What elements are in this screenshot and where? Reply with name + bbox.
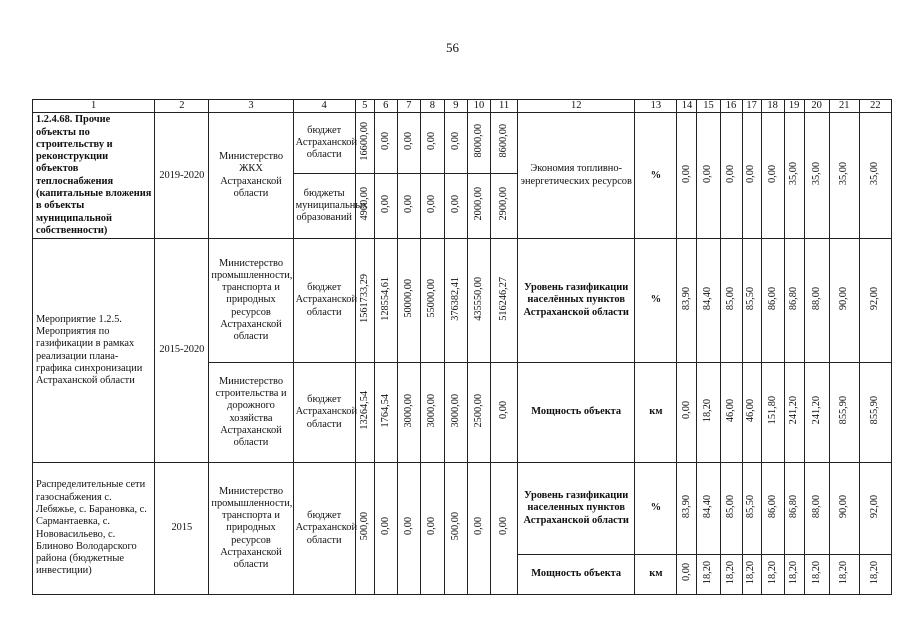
col-header: 17	[742, 100, 761, 113]
unit: км	[635, 555, 677, 595]
amount-cell: 0,00	[420, 113, 444, 174]
col-header: 13	[635, 100, 677, 113]
header-row	[33, 100, 892, 113]
table-row	[33, 113, 892, 174]
target-cell: 35,00	[804, 113, 829, 239]
target-cell: 46,00	[742, 363, 761, 463]
indicator-name: Экономия топливно-энергетических ресурсов	[518, 113, 635, 239]
target-cell: 0,00	[720, 113, 742, 239]
target-cell: 88,00	[804, 463, 829, 555]
amount-cell: 0,00	[444, 174, 467, 239]
amount-cell: 0,00	[374, 463, 397, 595]
table-row	[33, 463, 892, 555]
amount-cell: 500,00	[444, 463, 467, 595]
target-cell: 90,00	[829, 239, 859, 363]
amount-cell: 50000,00	[397, 239, 420, 363]
measure-name: Распределительные сети газоснабжения с. Лебяжье, с. Барановка, с. Сармантаевка, с. Нововасильево, с. Блиново Володарского района (бюджетные инвестиции)	[33, 463, 155, 595]
col-header: 18	[761, 100, 784, 113]
target-cell: 241,20	[804, 363, 829, 463]
executor: Министерство промышленности, транспорта и природных ресурсов Астраханской области	[209, 463, 293, 595]
col-header: 21	[829, 100, 859, 113]
target-cell: 92,00	[859, 463, 891, 555]
target-cell: 151,80	[761, 363, 784, 463]
col-header: 9	[444, 100, 467, 113]
col-header: 11	[491, 100, 518, 113]
col-header: 12	[518, 100, 635, 113]
executor: Министерство строительства и дорожного хозяйства Астраханской области	[209, 363, 293, 463]
target-cell: 46,00	[720, 363, 742, 463]
amount-cell: 376382,41	[444, 239, 467, 363]
target-cell: 83,90	[677, 239, 697, 363]
col-header: 8	[420, 100, 444, 113]
amount-cell: 516246,27	[491, 239, 518, 363]
target-cell: 18,20	[761, 555, 784, 595]
amount-cell: 16600,00	[355, 113, 374, 174]
amount-cell: 4900,00	[355, 174, 374, 239]
col-header: 19	[784, 100, 804, 113]
amount-cell: 0,00	[491, 463, 518, 595]
col-header: 2	[155, 100, 209, 113]
target-cell: 18,20	[720, 555, 742, 595]
col-header: 3	[209, 100, 293, 113]
target-cell: 88,00	[804, 239, 829, 363]
target-cell: 85,00	[720, 239, 742, 363]
target-cell: 18,20	[859, 555, 891, 595]
amount-cell: 435550,00	[467, 239, 490, 363]
funding-source: бюджеты муниципальных образований	[293, 174, 355, 239]
amount-cell: 3000,00	[444, 363, 467, 463]
executor: Министерство ЖКХ Астраханской области	[209, 113, 293, 239]
col-header: 20	[804, 100, 829, 113]
unit: %	[635, 239, 677, 363]
amount-cell: 2900,00	[491, 174, 518, 239]
executor: Министерство промышленности, транспорта и природных ресурсов Астраханской области	[209, 239, 293, 363]
unit: %	[635, 113, 677, 239]
amount-cell: 3000,00	[420, 363, 444, 463]
target-cell: 35,00	[784, 113, 804, 239]
amount-cell: 0,00	[444, 113, 467, 174]
target-cell: 35,00	[859, 113, 891, 239]
amount-cell: 0,00	[420, 174, 444, 239]
target-cell: 0,00	[677, 555, 697, 595]
amount-cell: 8000,00	[467, 113, 490, 174]
amount-cell: 500,00	[355, 463, 374, 595]
amount-cell: 0,00	[420, 463, 444, 595]
target-cell: 86,00	[761, 239, 784, 363]
amount-cell: 0,00	[397, 463, 420, 595]
target-cell: 0,00	[742, 113, 761, 239]
col-header: 14	[677, 100, 697, 113]
target-cell: 18,20	[829, 555, 859, 595]
funding-source: бюджет Астраханской области	[293, 363, 355, 463]
target-cell: 92,00	[859, 239, 891, 363]
table-row	[33, 239, 892, 363]
target-cell: 83,90	[677, 463, 697, 555]
budget-table	[32, 99, 892, 595]
target-cell: 18,20	[784, 555, 804, 595]
funding-source: бюджет Астраханской области	[293, 463, 355, 595]
amount-cell: 0,00	[467, 463, 490, 595]
col-header: 1	[33, 100, 155, 113]
target-cell: 86,80	[784, 239, 804, 363]
amount-cell: 0,00	[374, 113, 397, 174]
amount-cell: 0,00	[374, 174, 397, 239]
col-header: 10	[467, 100, 490, 113]
indicator-name: Мощность объекта	[518, 555, 635, 595]
indicator-name: Мощность объекта	[518, 363, 635, 463]
amount-cell: 13264,54	[355, 363, 374, 463]
page-number: 56	[446, 40, 459, 55]
target-cell: 85,50	[742, 463, 761, 555]
indicator-name: Уровень газификации населённых пунктов Астраханской области	[518, 239, 635, 363]
amount-cell: 0,00	[397, 113, 420, 174]
target-cell: 86,80	[784, 463, 804, 555]
col-header: 7	[397, 100, 420, 113]
target-cell: 90,00	[829, 463, 859, 555]
amount-cell: 8600,00	[491, 113, 518, 174]
target-cell: 0,00	[761, 113, 784, 239]
period: 2015-2020	[155, 239, 209, 463]
target-cell: 18,20	[697, 555, 720, 595]
col-header: 15	[697, 100, 720, 113]
target-cell: 241,20	[784, 363, 804, 463]
target-cell: 18,20	[697, 363, 720, 463]
measure-name: 1.2.4.68. Прочие объекты по строительству и реконструкции объектов теплоснабжения (капитальные вложения в объекты муниципальной собственности)	[33, 113, 155, 239]
amount-cell: 1561733,29	[355, 239, 374, 363]
target-cell: 84,40	[697, 239, 720, 363]
target-cell: 0,00	[677, 113, 697, 239]
amount-cell: 1764,54	[374, 363, 397, 463]
target-cell: 0,00	[697, 113, 720, 239]
funding-source: бюджет Астраханской области	[293, 113, 355, 174]
target-cell: 86,00	[761, 463, 784, 555]
amount-cell: 3000,00	[397, 363, 420, 463]
amount-cell: 2500,00	[467, 363, 490, 463]
measure-name: Мероприятие 1.2.5. Мероприятия по газификации в рамках реализации плана-графика синхронизации Астраханской области	[33, 239, 155, 463]
unit: км	[635, 363, 677, 463]
target-cell: 855,90	[829, 363, 859, 463]
target-cell: 84,40	[697, 463, 720, 555]
amount-cell: 55000,00	[420, 239, 444, 363]
target-cell: 855,90	[859, 363, 891, 463]
unit: %	[635, 463, 677, 555]
target-cell: 18,20	[742, 555, 761, 595]
col-header: 5	[355, 100, 374, 113]
col-header: 6	[374, 100, 397, 113]
target-cell: 35,00	[829, 113, 859, 239]
funding-source: бюджет Астраханской области	[293, 239, 355, 363]
target-cell: 18,20	[804, 555, 829, 595]
amount-cell: 128554,61	[374, 239, 397, 363]
amount-cell: 0,00	[397, 174, 420, 239]
col-header: 22	[859, 100, 891, 113]
amount-cell: 2000,00	[467, 174, 490, 239]
period: 2019-2020	[155, 113, 209, 239]
period: 2015	[155, 463, 209, 595]
amount-cell: 0,00	[491, 363, 518, 463]
col-header: 16	[720, 100, 742, 113]
target-cell: 85,00	[720, 463, 742, 555]
target-cell: 0,00	[677, 363, 697, 463]
indicator-name: Уровень газификации населенных пунктов Астраханской области	[518, 463, 635, 555]
target-cell: 85,50	[742, 239, 761, 363]
col-header: 4	[293, 100, 355, 113]
